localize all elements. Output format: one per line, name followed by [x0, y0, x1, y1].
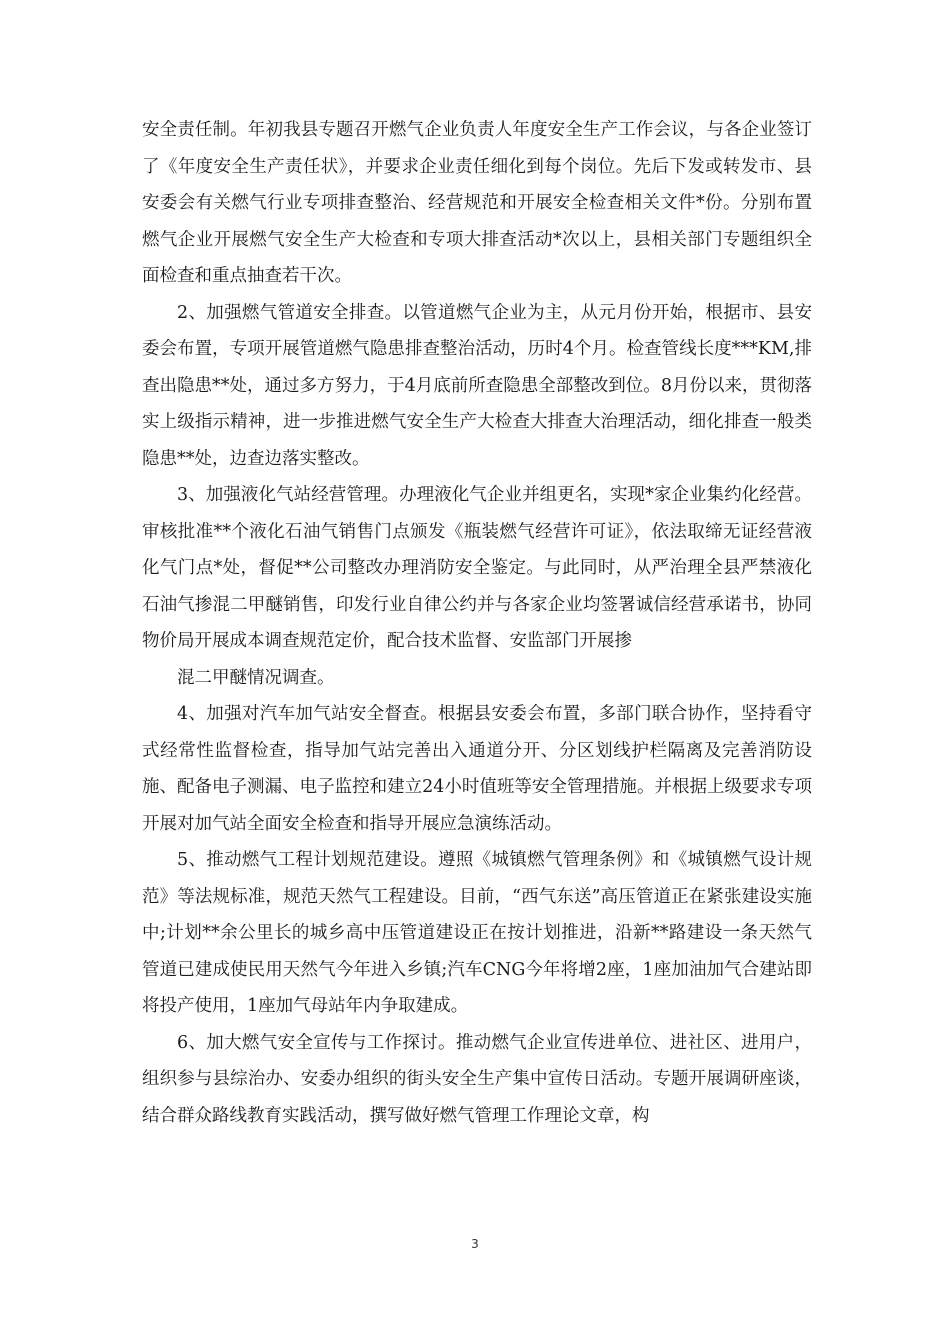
document-body [142, 112, 812, 1134]
paragraph-safety-responsibility: 安全责任制。年初我县专题召开燃气企业负责人年度安全生产工作会议，与各企业签订了《年度安全生产责任状》，并要求企业责任细化到每个岗位。先后下发或转发市、县安委会有关燃气行业专项排查整治、经营规范和开展安全检查相关文件*份。分别布置燃气企业开展燃气安全生产大检查和专项大排查活动*次以上，县相关部门专题组织全面检查和重点抽查若干次。 [142, 120, 812, 286]
paragraph-pipeline-inspection: 2、加强燃气管道安全排查。以管道燃气企业为主，从元月份开始，根据市、县安委会布置，专项开展管道燃气隐患排查整治活动，历时4个月。检查管线长度***KM,排查出隐患**处，通过多方努力，于4月底前所查隐患全部整改到位。8月份以来，贯彻落实上级指示精神，进一步推进燃气安全生产大检查大排查大治理活动，细化排查一般类隐患**处，边查边落实整改。 [142, 302, 812, 469]
paragraph-gas-engineering-planning: 5、推动燃气工程计划规范建设。遵照《城镇燃气管理条例》和《城镇燃气设计规范》等法规标准，规范天然气工程建设。目前，“西气东送”高压管道正在紧张建设实施中;计划**余公里长的城乡高中压管道建设正在按计划推进，沿新**路建设一条天然气管道已建成使民用天然气今年进入乡镇;汽车CNG今年将增2座，1座加油加气合建站即将投产使用，1座加气母站年内争取建成。 [142, 850, 812, 1016]
paragraph-safety-publicity: 6、加大燃气安全宣传与工作探讨。推动燃气企业宣传进单位、进社区、进用户，组织参与县综治办、安委办组织的街头安全生产集中宣传日活动。专题开展调研座谈，结合群众路线教育实践活动，撰写做好燃气管理工作理论文章，构 [142, 1032, 812, 1126]
paragraph-lpg-station-management: 3、加强液化气站经营管理。办理液化气企业并组更名，实现*家企业集约化经营。审核批准**个液化石油气销售门点颁发《瓶装燃气经营许可证》，依法取缔无证经营液化气门点*处，督促**公司整改办理消防安全鉴定。与此同时，从严治理全县严禁液化石油气掺混二甲醚销售，印发行业自律公约并与各家企业均签署诚信经营承诺书，协同物价局开展成本调查规范定价，配合技术监督、安监部门开展掺 [142, 485, 812, 651]
paragraph-dme-investigation: 混二甲醚情况调查。 [177, 667, 335, 688]
page-number: 3 [471, 1237, 479, 1251]
paragraph-gas-station-supervision: 4、加强对汽车加气站安全督查。根据县安委会布置，多部门联合协作，坚持看守式经常性监督检查，指导加气站完善出入通道分开、分区划线护栏隔离及完善消防设施、配备电子测漏、电子监控和建立24小时值班等安全管理措施。并根据上级要求专项开展对加气站全面安全检查和指导开展应急演练活动。 [142, 704, 812, 834]
